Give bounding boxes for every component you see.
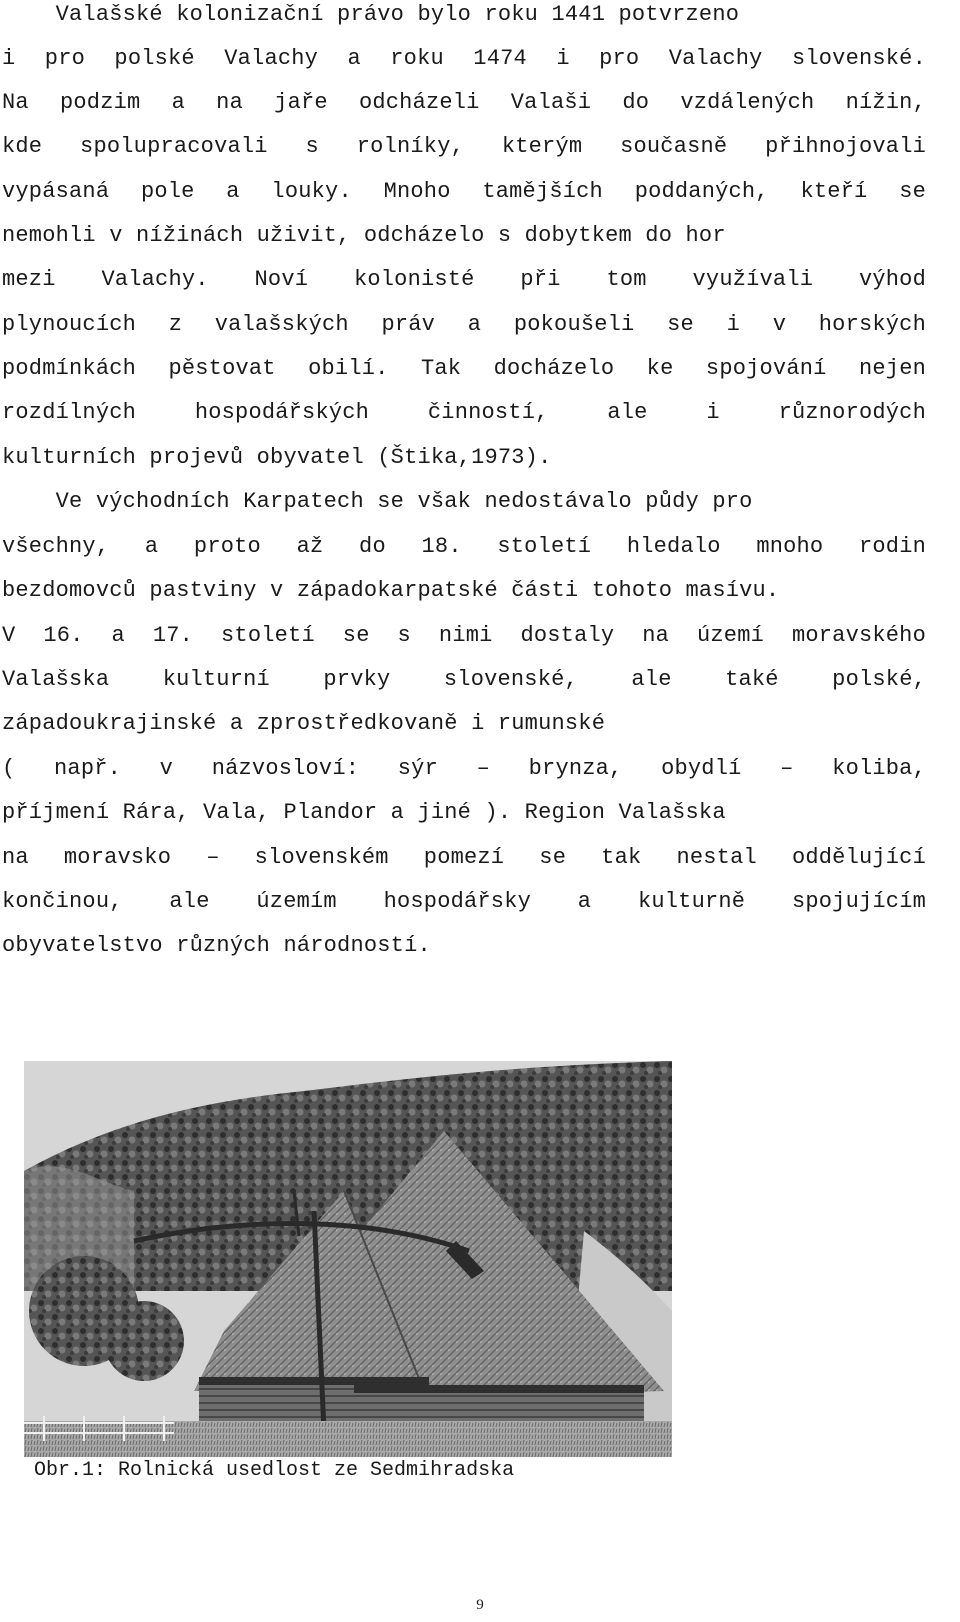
text-line: rozdílných hospodářských činností, ale i různorodých bbox=[2, 400, 926, 425]
text-line: vypásaná pole a louky. Mnoho tamějších poddaných, kteří se bbox=[2, 179, 926, 204]
figure-caption: Obr.1: Rolnická usedlost ze Sedmihradska bbox=[34, 1459, 515, 1482]
text-line: obyvatelstvo různých národností. bbox=[2, 933, 431, 958]
text-line: Na podzim a na jaře odcházeli Valaši do vzdálených nížin, bbox=[2, 90, 926, 115]
text-line: plynoucích z valašských práv a pokoušeli se i v horských bbox=[2, 312, 926, 337]
text-line: nemohli v nížinách uživit, odcházelo s dobytkem do hor bbox=[2, 223, 726, 248]
text-line: na moravsko – slovenském pomezí se tak nestal oddělující bbox=[2, 845, 926, 870]
text-line: kulturních projevů obyvatel (Štika,1973). bbox=[2, 445, 552, 470]
text-line: i pro polské Valachy a roku 1474 i pro Valachy slovenské. bbox=[2, 46, 926, 71]
text-line: Valašské kolonizační právo bylo roku 1441 potvrzeno bbox=[2, 2, 740, 27]
page-number: 9 bbox=[476, 1597, 484, 1613]
text-line: všechny, a proto až do 18. století hledalo mnoho rodin bbox=[2, 534, 926, 559]
text-line: západoukrajinské a zprostředkovaně i rumunské bbox=[2, 711, 606, 736]
text-line: mezi Valachy. Noví kolonisté při tom využívali výhod bbox=[2, 267, 926, 292]
text-line: příjmení Rára, Vala, Plandor a jiné ). Region Valašska bbox=[2, 800, 726, 825]
text-line: končinou, ale územím hospodářsky a kulturně spojujícím bbox=[2, 889, 926, 914]
text-line: Valašska kulturní prvky slovenské, ale také polské, bbox=[2, 667, 926, 692]
text-line: bezdomovců pastviny v západokarpatské části tohoto masívu. bbox=[2, 578, 780, 603]
text-line: podmínkách pěstovat obilí. Tak docházelo ke spojování nejen bbox=[2, 356, 926, 381]
text-line: ( např. v názvosloví: sýr – brynza, obydlí – koliba, bbox=[2, 756, 926, 781]
farmstead-photo bbox=[24, 1061, 672, 1457]
text-line: kde spolupracovali s rolníky, kterým současně přihnojovali bbox=[2, 134, 926, 159]
text-line: V 16. a 17. století se s nimi dostaly na území moravského bbox=[2, 623, 926, 648]
text-line: Ve východních Karpatech se však nedostávalo půdy pro bbox=[2, 489, 753, 514]
